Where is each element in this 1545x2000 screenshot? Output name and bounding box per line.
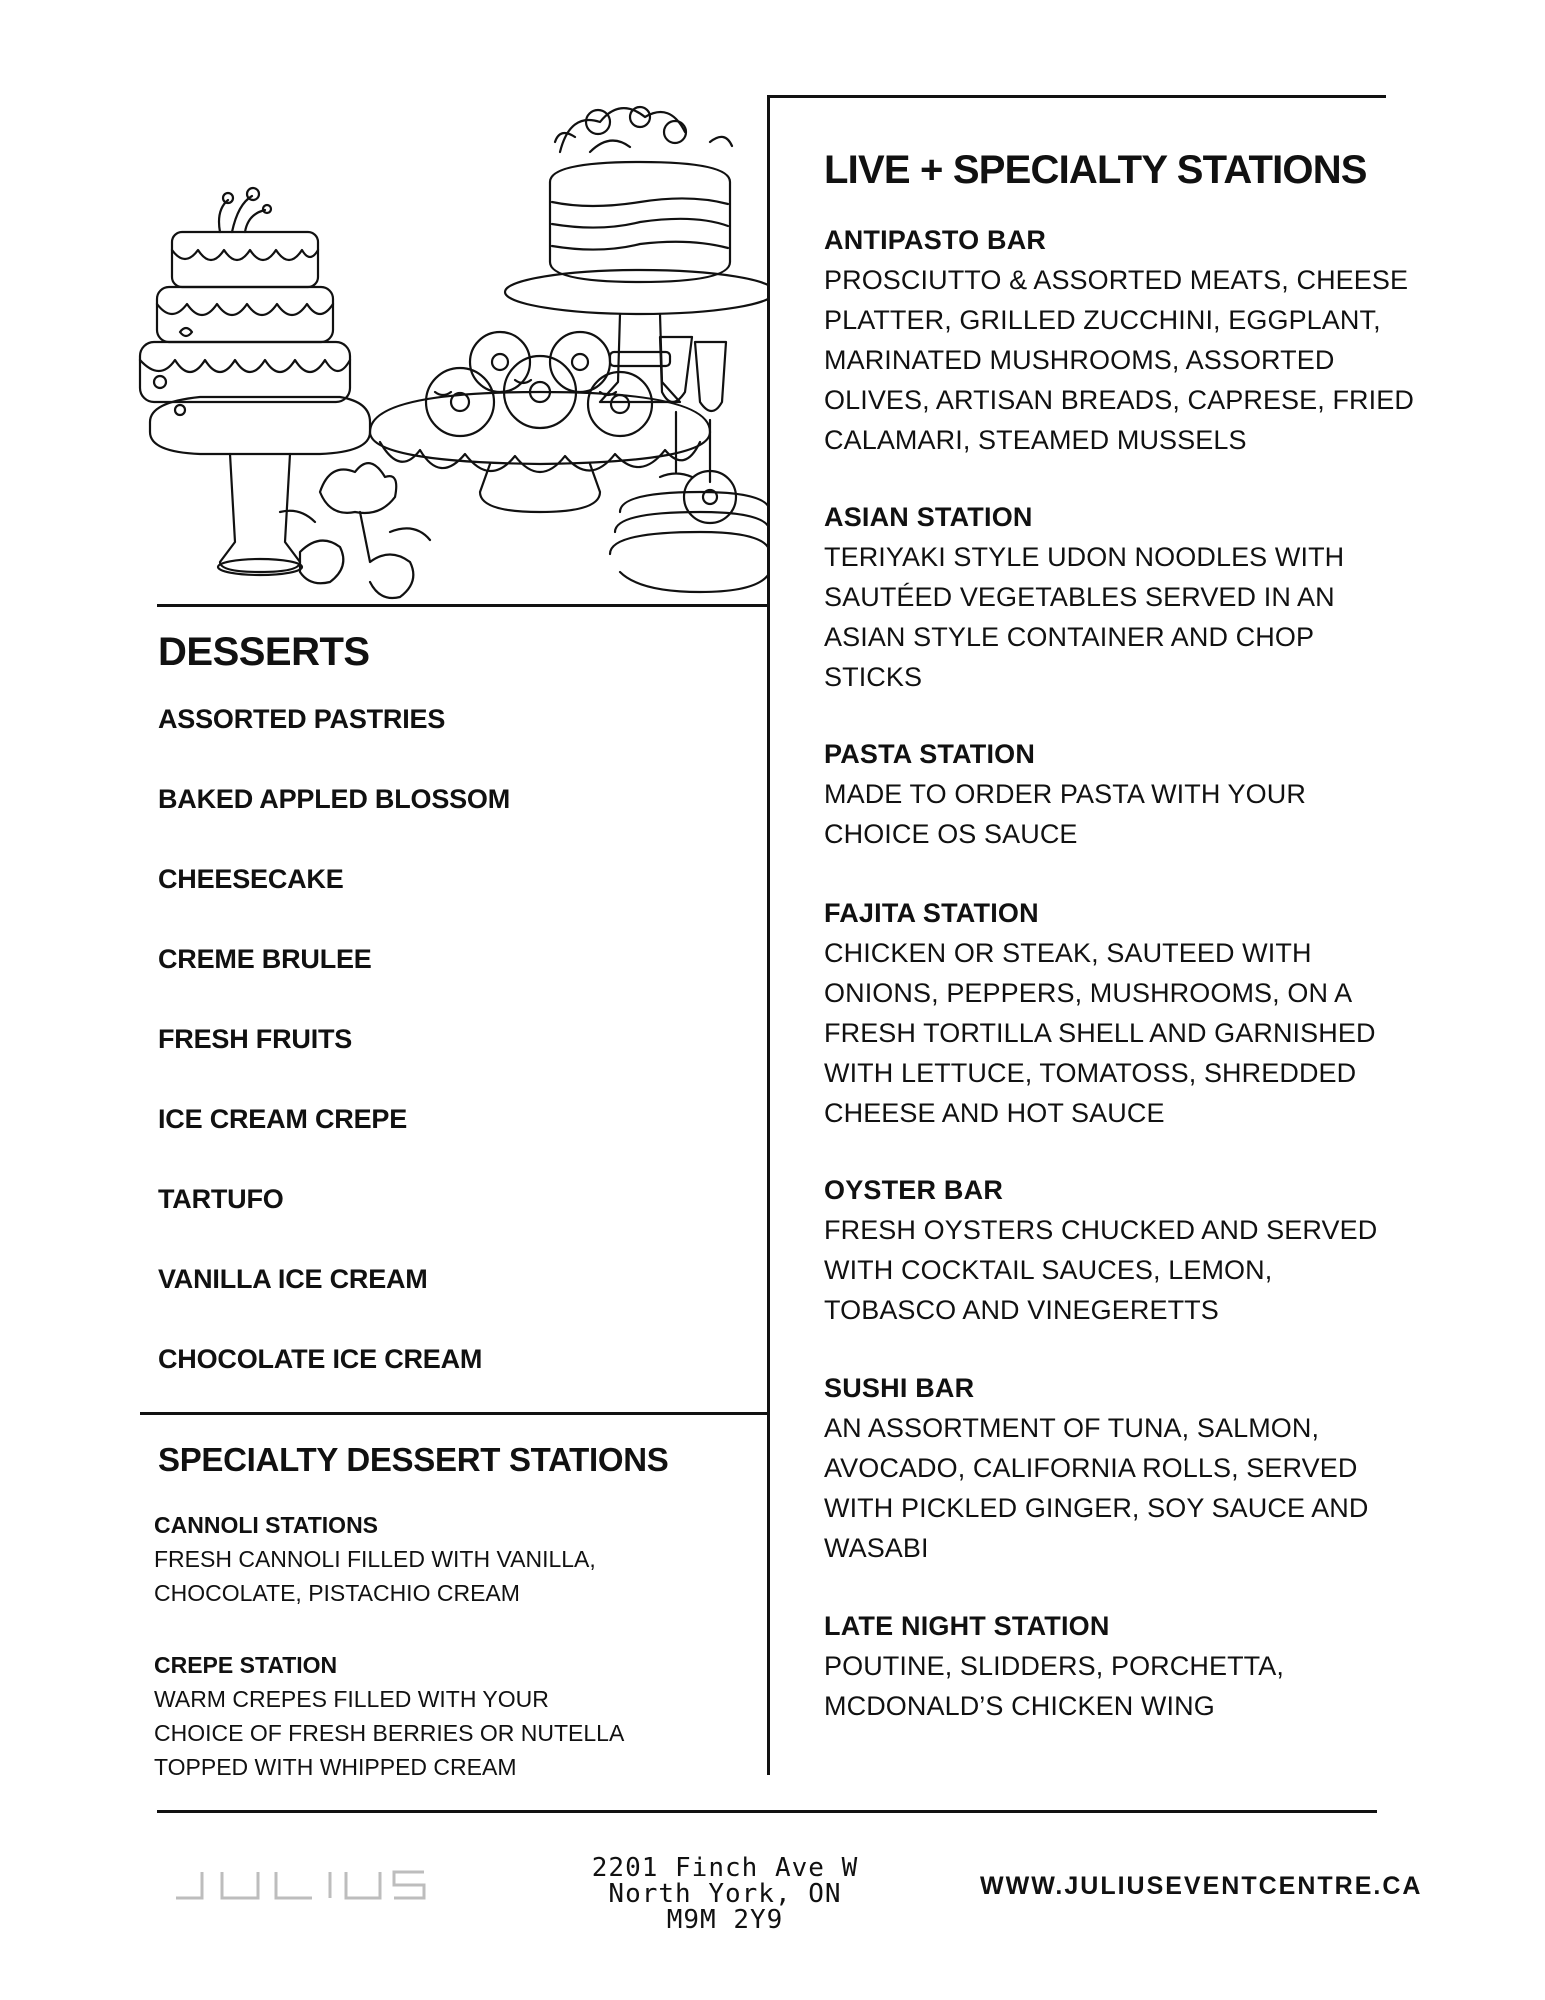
specialty-dessert-heading: SPECIALTY DESSERT STATIONS	[158, 1441, 669, 1478]
station-name: CREPE STATION	[154, 1652, 338, 1678]
footer-rule	[157, 1810, 1377, 1813]
address-line: 2201 Finch Ave W	[591, 1853, 859, 1883]
list-item: VANILLA ICE CREAM	[158, 1264, 428, 1294]
donut-platter-drawing	[370, 332, 710, 512]
station-name: CANNOLI STATIONS	[154, 1512, 379, 1538]
list-item: FRESH FRUITS	[158, 1024, 353, 1054]
antipasto-bar	[824, 220, 1414, 460]
top-right-rule	[770, 95, 1386, 98]
venue-address	[560, 1855, 890, 1933]
station-description: CHICKEN OR STEAK, SAUTEED WITH ONIONS, PEPPERS, MUSHROOMS, ON A FRESH TORTILLA SHELL AND GARNISHED WITH LETTUCE, TOMATOSS, SHREDDED CHEESE AND HOT SAUCE	[824, 938, 1376, 1128]
station-description: FRESH OYSTERS CHUCKED AND SERVED WITH COCKTAIL SAUCES, LEMON, TOBASCO AND VINEGERETTS	[824, 1215, 1378, 1325]
station-description: POUTINE, SLIDDERS, PORCHETTA, MCDONALD’S CHICKEN WING	[824, 1651, 1284, 1721]
tiered-cake-drawing	[140, 188, 370, 575]
list-item: CHOCOLATE ICE CREAM	[158, 1344, 483, 1374]
plates-stack-drawing	[610, 471, 770, 592]
dessert-list	[158, 703, 510, 1423]
station-description: WARM CREPES FILLED WITH YOUR CHOICE OF FRESH BERRIES OR NUTELLA TOPPED WITH WHIPPED CREAM	[154, 1686, 625, 1780]
list-item: ICE CREAM CREPE	[158, 1104, 408, 1134]
fajita-station	[824, 893, 1414, 1133]
station-name: ASIAN STATION	[824, 502, 1033, 532]
station-description: AN ASSORTMENT OF TUNA, SALMON, AVOCADO, CALIFORNIA ROLLS, SERVED WITH PICKLED GINGER, SOY SAUCE AND WASABI	[824, 1413, 1369, 1563]
station-name: ANTIPASTO BAR	[824, 225, 1047, 255]
live-stations-heading: LIVE + SPECIALTY STATIONS	[824, 148, 1367, 192]
station-description: PROSCIUTTO & ASSORTED MEATS, CHEESE PLATTER, GRILLED ZUCCHINI, EGGPLANT, MARINATED MUSHROOMS, ASSORTED OLIVES, ARTISAN BREADS, CAPRESE, FRIED CALAMARI, STEAMED MUSSELS	[824, 265, 1414, 455]
list-item: TARTUFO	[158, 1184, 284, 1214]
late-night-station	[824, 1606, 1414, 1726]
station-description: TERIYAKI STYLE UDON NOODLES WITH SAUTÉED VEGETABLES SERVED IN AN ASIAN STYLE CONTAINER AND CHOP STICKS	[824, 542, 1345, 692]
list-item: CHEESECAKE	[158, 864, 344, 894]
address-line: M9M 2Y9	[666, 1905, 784, 1935]
website-link[interactable]: WWW.JULIUSEVENTCENTRE.CA	[980, 1872, 1423, 1900]
asian-station	[824, 497, 1414, 697]
flowers-drawing	[280, 463, 430, 598]
julius-logo	[172, 1868, 428, 1904]
station-description: FRESH CANNOLI FILLED WITH VANILLA, CHOCOLATE, PISTACHIO CREAM	[154, 1546, 596, 1606]
dessert-table-illustration	[120, 92, 770, 612]
pasta-station	[824, 734, 1414, 854]
station-name: FAJITA STATION	[824, 898, 1039, 928]
desserts-heading: DESSERTS	[158, 630, 370, 674]
list-item: BAKED APPLED BLOSSOM	[158, 784, 511, 814]
station-description: MADE TO ORDER PASTA WITH YOUR CHOICE OS SAUCE	[824, 779, 1306, 849]
cannoli-station	[154, 1508, 754, 1610]
station-name: OYSTER BAR	[824, 1175, 1004, 1205]
naked-cake-drawing	[505, 107, 770, 402]
station-name: LATE NIGHT STATION	[824, 1611, 1110, 1641]
oyster-bar	[824, 1170, 1414, 1330]
list-item: CREME BRULEE	[158, 944, 372, 974]
station-name: PASTA STATION	[824, 739, 1036, 769]
sushi-bar	[824, 1368, 1414, 1568]
list-item: ASSORTED PASTRIES	[158, 704, 446, 734]
address-line: North York, ON	[608, 1879, 842, 1909]
crepe-station	[154, 1648, 754, 1784]
station-name: SUSHI BAR	[824, 1373, 975, 1403]
